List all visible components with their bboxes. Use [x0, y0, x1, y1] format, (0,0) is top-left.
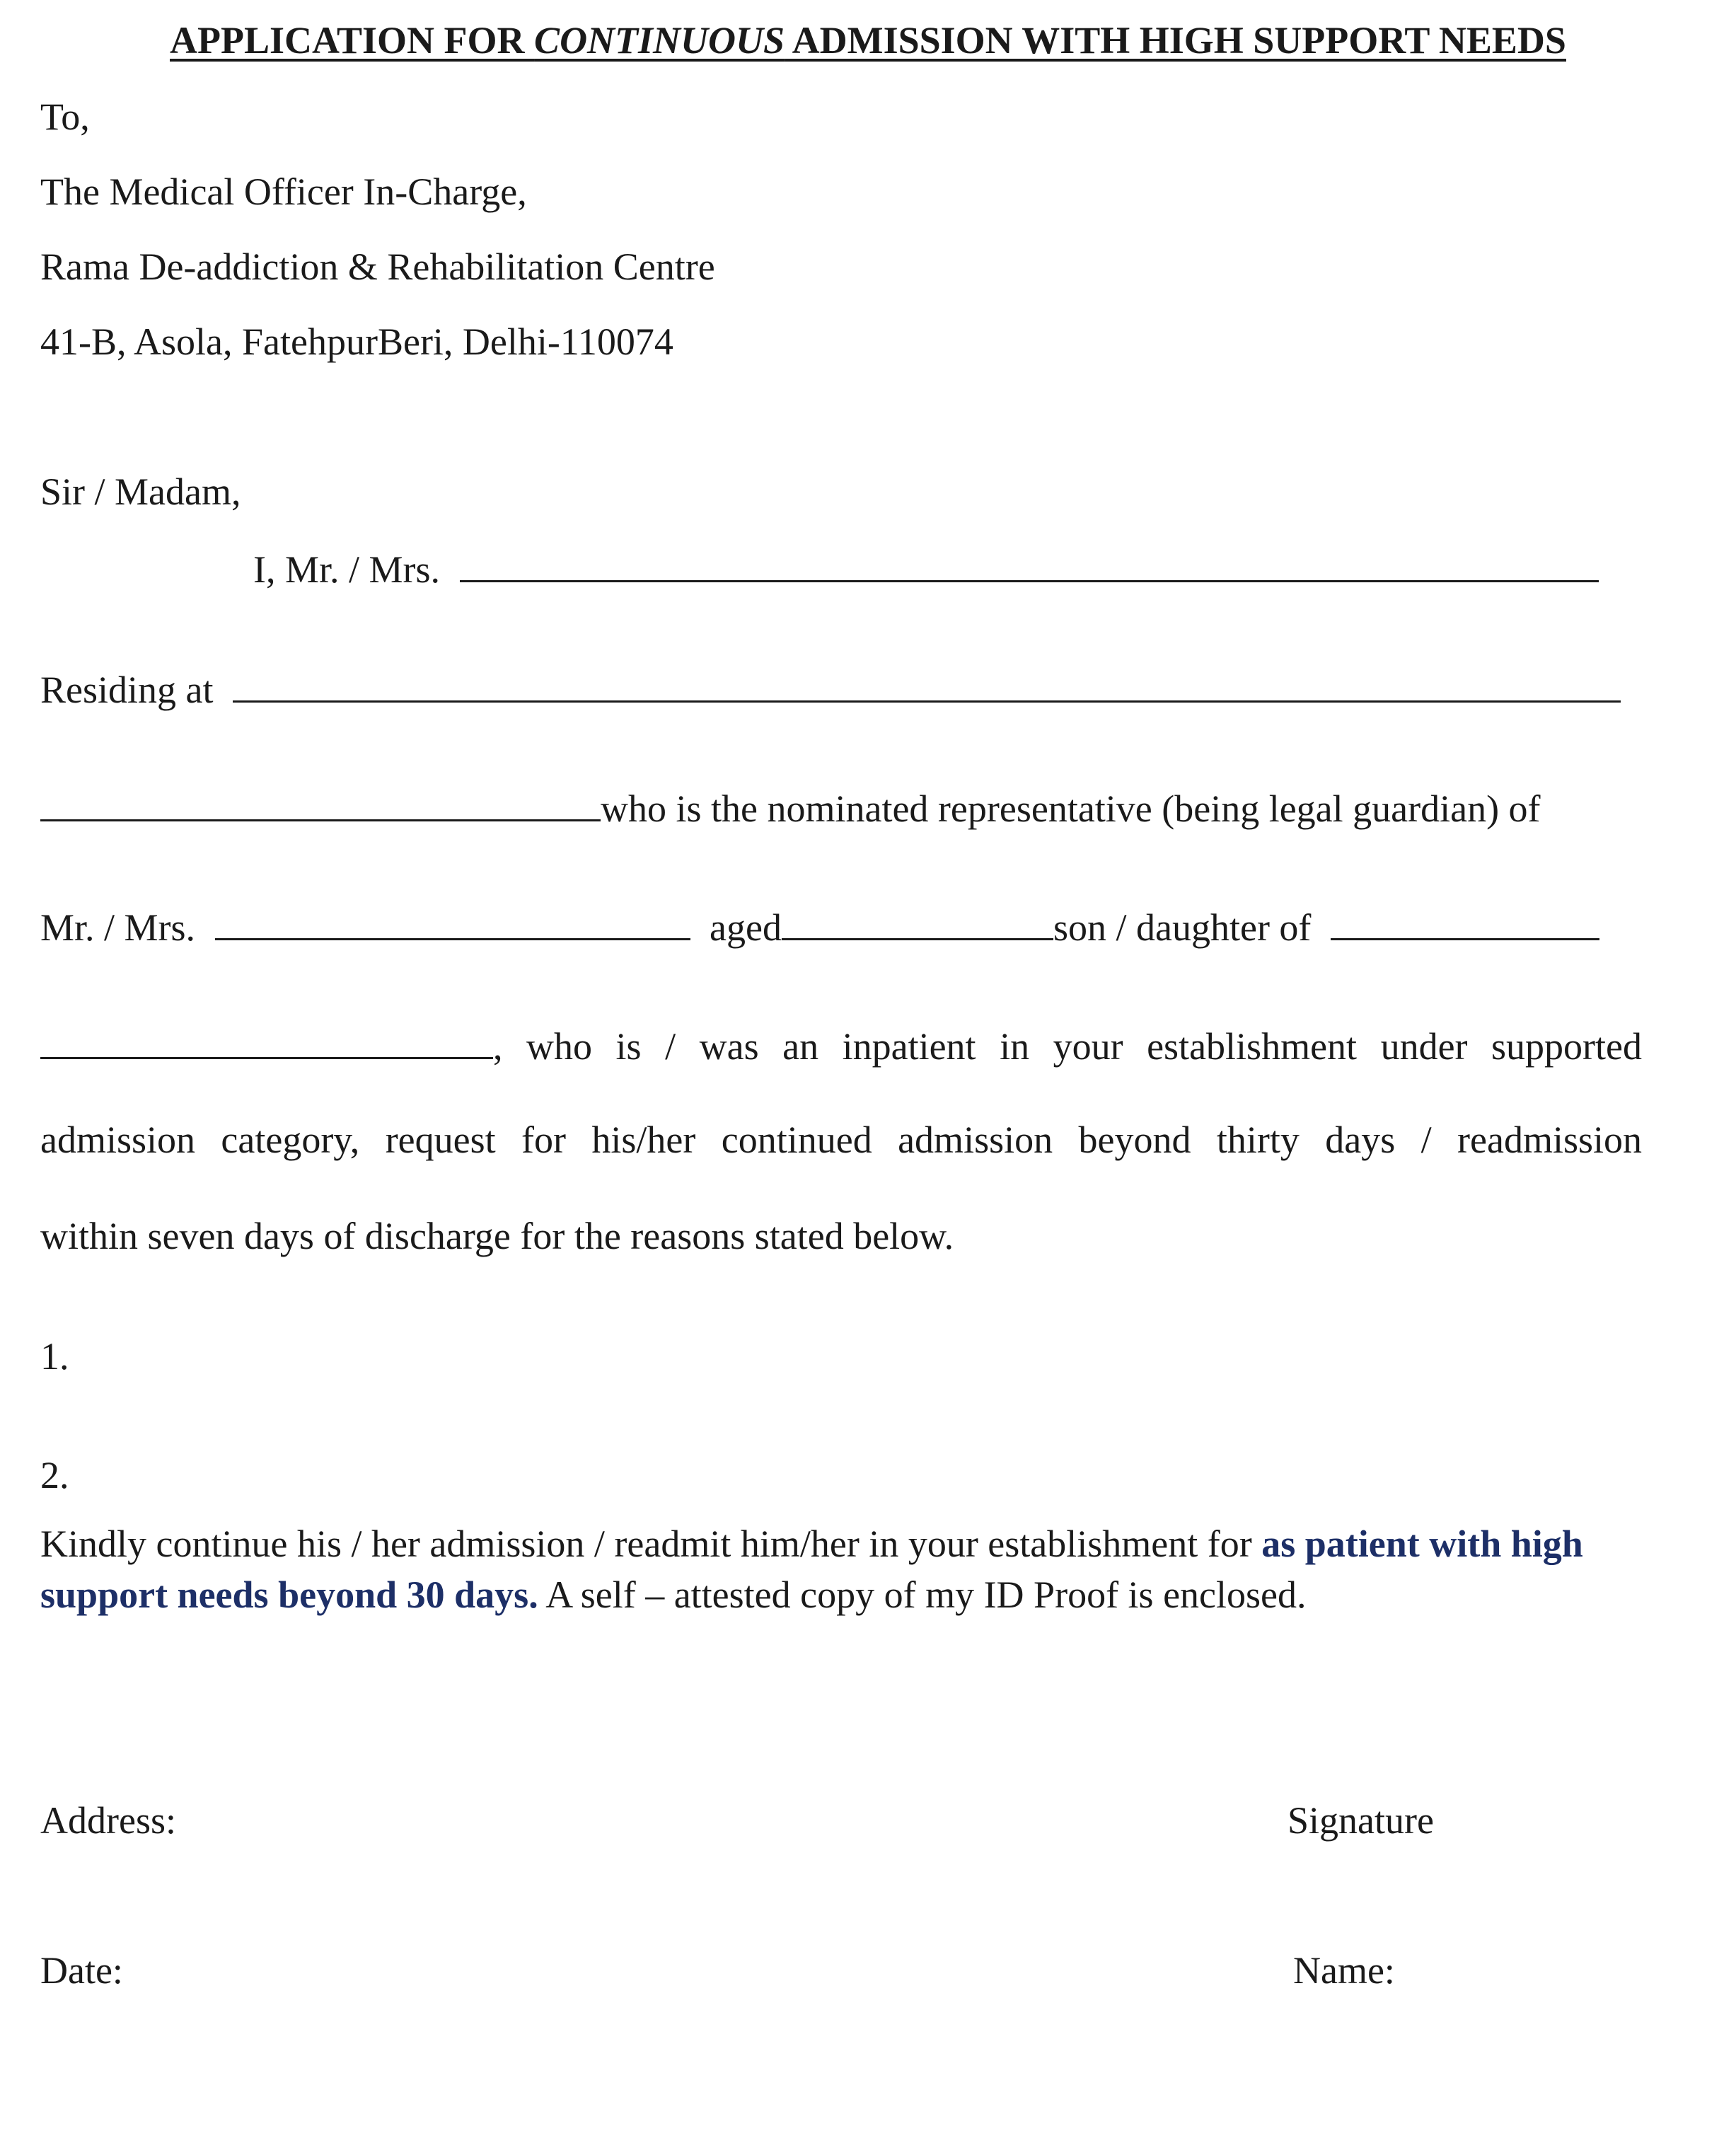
admission-word: request [385, 1119, 496, 1161]
inpatient-word: in [1000, 1025, 1030, 1068]
admission-word: days [1325, 1119, 1396, 1161]
admission-word: readmission [1457, 1119, 1642, 1161]
inpatient-word: establishment [1147, 1025, 1358, 1068]
inpatient-word: your [1053, 1025, 1123, 1068]
admission-word: beyond [1078, 1119, 1191, 1161]
admission-word: continued [721, 1119, 872, 1161]
admission-word: his/her [591, 1119, 696, 1161]
admission-word: admission [40, 1119, 196, 1161]
recipient-line-3: 41-B, Asola, FatehpurBeri, Delhi-110074 [40, 321, 673, 363]
closing-paragraph [40, 1518, 1642, 1620]
inpatient-word: an [782, 1025, 819, 1068]
inpatient-row [40, 1024, 1642, 1066]
signature-label: Signature [1287, 1799, 1434, 1842]
address-label: Address: [40, 1799, 176, 1842]
title-part-2: ADMISSION WITH HIGH SUPPORT NEEDS [785, 19, 1566, 62]
residing-at-label: Residing at [40, 669, 214, 711]
inpatient-comma: , [493, 1025, 503, 1068]
reason-number-1: 1. [40, 1335, 69, 1378]
salutation: Sir / Madam, [40, 471, 241, 513]
recipient-line-1: The Medical Officer In-Charge, [40, 171, 527, 213]
admission-word: category, [221, 1119, 360, 1161]
closing-prefix: Kindly continue his / her admission / readmit him/her in your establishment for [40, 1523, 1262, 1565]
nominated-representative-text: who is the nominated representative (being legal guardian) of [601, 787, 1541, 830]
closing-highlight: as patient with high support needs beyond 30 days. [40, 1523, 1583, 1616]
admission-word: admission [898, 1119, 1053, 1161]
title-part-1: APPLICATION FOR [170, 19, 535, 62]
admission-row [40, 1121, 1642, 1159]
inpatient-word: is [615, 1025, 642, 1068]
nominated-row [40, 787, 1541, 828]
aged-label: aged [710, 906, 782, 949]
recipient-to: To, [40, 96, 90, 138]
inpatient-word: inpatient [842, 1025, 976, 1068]
parent-name-field[interactable] [1331, 906, 1599, 940]
patient-name-field[interactable] [215, 906, 690, 940]
applicant-name-label: I, Mr. / Mrs. [253, 548, 441, 591]
applicant-name-row [253, 548, 1599, 589]
recipient-line-2: Rama De-addiction & Rehabilitation Centre [40, 246, 715, 288]
residence-row [40, 668, 1621, 709]
applicant-name-field[interactable] [460, 548, 1599, 582]
date-label: Date: [40, 1949, 123, 1992]
within-days-text: within seven days of discharge for the reasons stated below. [40, 1215, 954, 1257]
admission-word: / [1420, 1119, 1432, 1161]
inpatient-word: was [699, 1025, 759, 1068]
name-label: Name: [1293, 1949, 1395, 1992]
patient-age-field[interactable] [782, 906, 1053, 940]
residence-field[interactable] [233, 668, 1621, 703]
closing-suffix: A self – attested copy of my ID Proof is enclosed. [538, 1574, 1307, 1616]
patient-name-label: Mr. / Mrs. [40, 906, 196, 949]
admission-word: for [521, 1119, 566, 1161]
patient-details-row [40, 906, 1599, 947]
residence-field-continued[interactable] [40, 787, 601, 821]
parent-name-field-continued[interactable] [40, 1024, 493, 1059]
admission-word: thirty [1216, 1119, 1300, 1161]
inpatient-lead [40, 1025, 503, 1068]
inpatient-word: supported [1491, 1025, 1642, 1068]
inpatient-word: who [526, 1025, 593, 1068]
inpatient-word: under [1380, 1025, 1468, 1068]
reason-number-2: 2. [40, 1454, 69, 1496]
son-daughter-of-label: son / daughter of [1053, 906, 1312, 949]
title-emphasis: CONTINUOUS [534, 19, 785, 62]
inpatient-word: / [665, 1025, 676, 1068]
form-title [0, 18, 1736, 62]
